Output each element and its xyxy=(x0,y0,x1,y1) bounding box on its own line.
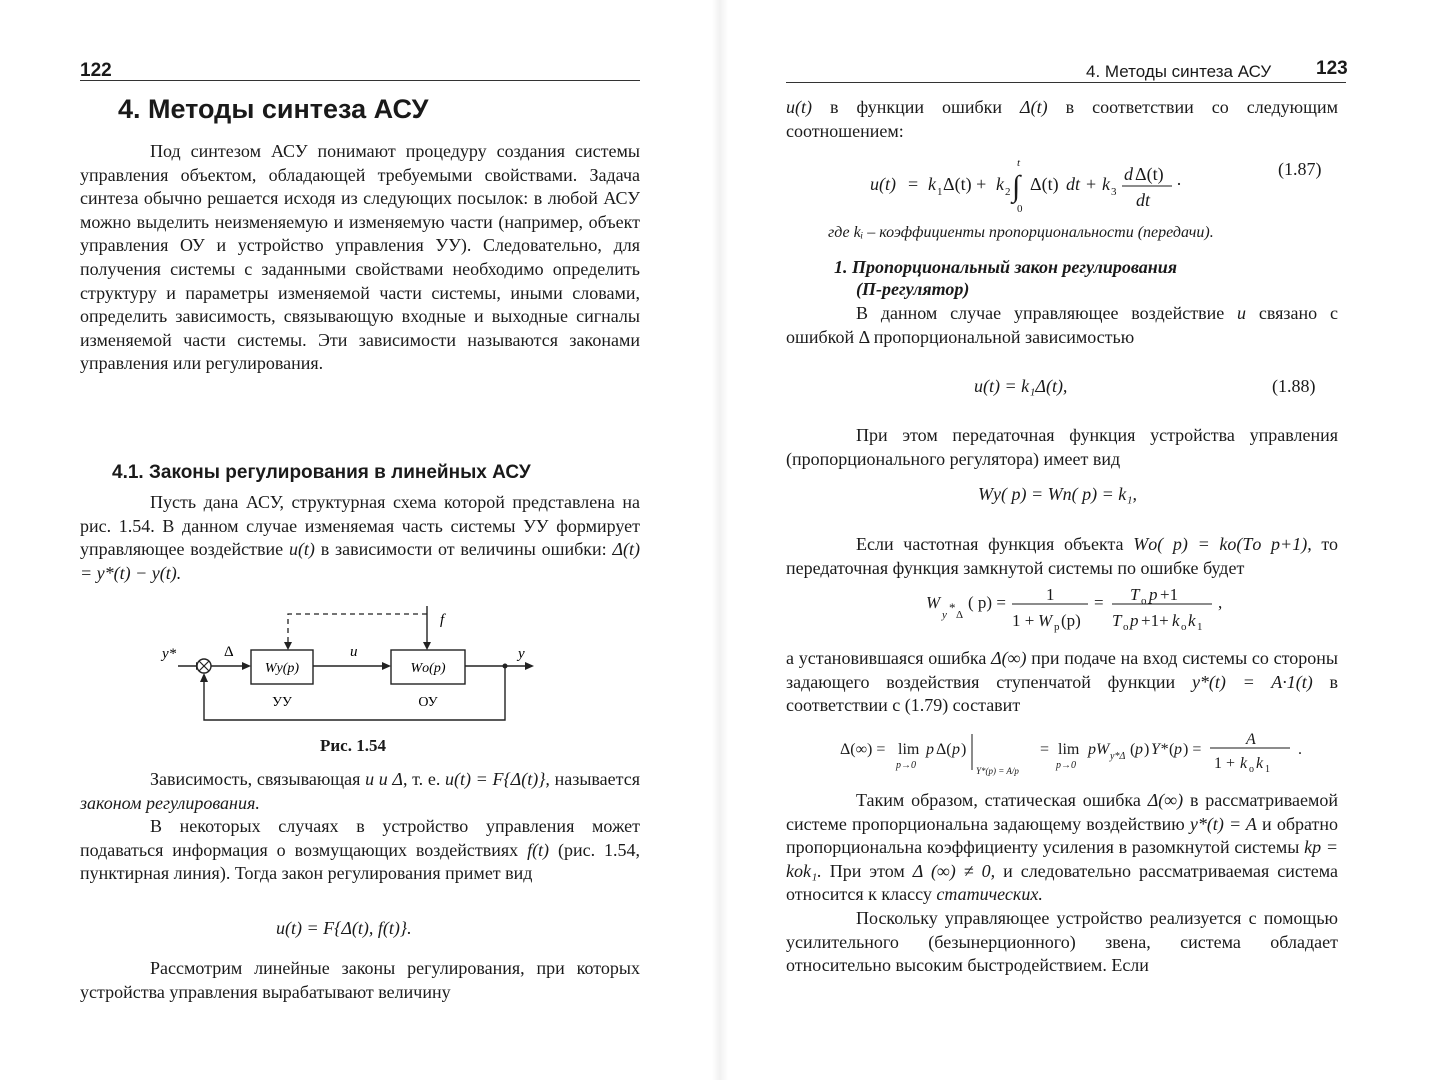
error-formula: Δ(t) = y*(t) − y(t). xyxy=(80,539,641,583)
continuation-paragraph: u(t) в функции ошибки Δ(t) в соответствии со следующим соотношением: xyxy=(786,97,1338,141)
svg-text:Δ(: Δ( xyxy=(936,741,952,758)
svg-text:Δ(t): Δ(t) xyxy=(1135,164,1164,184)
svg-text:dt: dt xyxy=(1136,190,1151,210)
svg-text:o: o xyxy=(1249,764,1254,775)
header-rule-right xyxy=(786,82,1346,83)
svg-text:р: р xyxy=(1054,621,1060,633)
item1-title-line1: 1. Пропорциональный закон регулирования xyxy=(834,257,1178,277)
diagram-label-error: Δ xyxy=(224,644,234,660)
transfer-paragraph: При этом передаточная функция устройства управления (пропорционального регулятора) имеет вид xyxy=(786,425,1338,469)
svg-text:1 +: 1 + xyxy=(1012,611,1035,630)
header-rule-left xyxy=(80,80,640,81)
svg-text:1: 1 xyxy=(1265,764,1270,775)
svg-text:y: y xyxy=(942,609,947,621)
diagram-label-input: y* xyxy=(162,646,177,662)
svg-text:k: k xyxy=(1256,755,1264,772)
svg-text:Δ(t) +: Δ(t) + xyxy=(943,174,987,194)
svg-text:p: p xyxy=(1130,611,1139,630)
svg-text:Δ(∞) =: Δ(∞) = xyxy=(840,741,886,758)
dependency-paragraph: Зависимость, связывающая u и Δ, т. е. u(t) = F{Δ(t)}, называется законом регулирования. xyxy=(80,769,641,813)
disturbance-paragraph: В некоторых случаях в устройство управления может подаваться информация о возмущающих воздействиях f(t) (рис. 1.54, пунктирная линия). Тогда закон регулирования примет вид xyxy=(80,816,641,884)
diagram-label-control: u xyxy=(350,644,358,660)
svg-text:Δ: Δ xyxy=(956,609,964,621)
static-error-paragraph: Таким образом, статическая ошибка Δ(∞) в рассматриваемой системе пропорциональна задающему воздействию y*(t) = A и обратно пропорциональна коэффициенту усиления в разомкнутой системы kр = kоk₁. При этом Δ (∞) ≠ 0, и следовательно рассматриваемая система относится к классу статических. xyxy=(786,790,1339,905)
svg-text:y*Δ: y*Δ xyxy=(1110,751,1126,762)
svg-text:T: T xyxy=(1130,585,1140,604)
svg-text:1 +: 1 + xyxy=(1214,755,1236,772)
svg-text:t: t xyxy=(1017,157,1021,169)
svg-text:1: 1 xyxy=(1046,585,1055,604)
item1-paragraph: В данном случае управляющее воздействие u связано с ошибкой Δ пропорциональной зависимостью xyxy=(786,303,1338,347)
eq-number-1-88: (1.88) xyxy=(1272,376,1316,396)
right-page xyxy=(720,0,1440,1080)
page-number-right: 123 xyxy=(1316,58,1348,79)
svg-text:.: . xyxy=(1298,741,1302,758)
frequency-paragraph: Если частотная функция объекта Wо( p) = kо(Tо p+1), то передаточная функция замкнутой системы по ошибке будет xyxy=(786,534,1339,578)
chapter-title: 4. Методы синтеза АСУ xyxy=(118,94,429,124)
svg-text:k: k xyxy=(1240,755,1248,772)
svg-text:,: , xyxy=(1218,593,1223,612)
svg-text:) =: ) = xyxy=(1183,741,1202,758)
svg-text:(p): (p) xyxy=(1061,611,1081,630)
section-paragraph: Пусть дана АСУ, структурная схема которой представлена на рис. 1.54. В данном случае изменяемая часть системы УУ формирует управляющее воздействие u(t) в зависимости от величины ошибки: Δ(t) = y*(t) − y(t). xyxy=(80,492,641,583)
svg-text:k: k xyxy=(1172,611,1180,630)
linear-laws-paragraph: Рассмотрим линейные законы регулирования, при которых устройства управления вырабатывают величину xyxy=(80,958,640,1002)
svg-text:T: T xyxy=(1112,611,1122,630)
svg-text:k: k xyxy=(1188,611,1196,630)
limit-equation xyxy=(836,730,1316,786)
item1-title-line2: (П-регулятор) xyxy=(856,279,970,299)
eq-1-88-formula: u(t) = k₁Δ(t), xyxy=(974,376,1068,396)
svg-text:pW: pW xyxy=(1088,741,1110,758)
svg-text:(: ( xyxy=(1130,741,1136,758)
eq-number-1-87: (1.87) xyxy=(1278,159,1322,179)
intro-paragraph: Под синтезом АСУ понимают процедуру создания системы управления объектом, обладающей требуемыми свойствами. Задача синтеза обычно решается исходя из следующих посылок: в любой АСУ можно выделить неизменяемую и изменяемую части (например, объект управления ОУ и устройство управления УУ). Следовательно, для получения системы с заданными свойствами необходимо определить структуру и параметры изменяемой части системы, иными словами, определить зависимость, связывающую входные и выходные сигналы изменяемой части системы. Эти зависимости называются законами управления или регулирования. xyxy=(80,141,640,374)
svg-text:W: W xyxy=(926,593,941,612)
svg-text:lim: lim xyxy=(1058,741,1080,758)
svg-text:Δ(t): Δ(t) xyxy=(1030,174,1059,194)
svg-text:=: = xyxy=(908,174,919,194)
transfer-formula: Wу( p) = Wп( p) = k₁, xyxy=(978,484,1137,504)
svg-text:∫: ∫ xyxy=(1012,170,1021,203)
svg-text:p: p xyxy=(1149,585,1158,604)
running-header: 4. Методы синтеза АСУ xyxy=(1086,62,1272,81)
svg-text:о: о xyxy=(1181,621,1187,633)
plant-block-label: Wо(p) xyxy=(410,661,446,676)
svg-text:( p) =: ( p) = xyxy=(968,593,1006,612)
svg-text:dt: dt xyxy=(1066,174,1081,194)
svg-text:=: = xyxy=(1040,741,1050,758)
svg-text:p→0: p→0 xyxy=(896,760,916,771)
svg-text:lim: lim xyxy=(898,741,920,758)
svg-text:W: W xyxy=(1038,611,1053,630)
block-diagram-figure xyxy=(150,600,590,730)
svg-text:k: k xyxy=(1102,174,1110,194)
diagram-label-output: y xyxy=(518,646,525,662)
svg-text:+: + xyxy=(1086,174,1097,194)
svg-text:): ) xyxy=(961,741,967,758)
svg-text:): ) xyxy=(1144,741,1150,758)
svg-text:+1: +1 xyxy=(1160,585,1179,604)
svg-text:·: · xyxy=(1176,174,1182,194)
svg-text:+1+: +1+ xyxy=(1141,611,1169,630)
section-title: 4.1. Законы регулирования в линейных АСУ xyxy=(112,462,531,483)
svg-text:3: 3 xyxy=(1111,186,1117,198)
svg-text:1: 1 xyxy=(1197,621,1203,633)
svg-text:o: o xyxy=(1123,621,1129,633)
pid-equation xyxy=(870,152,1210,222)
svg-text:0: 0 xyxy=(1017,203,1023,215)
steady-error-paragraph: а установившаяся ошибка Δ(∞) при подаче на вход системы со стороны задающего воздействия ступенчатой функции y*(t) = A·1(t) в соответствии с (1.79) составит xyxy=(786,648,1339,716)
controller-block-name: УУ xyxy=(272,695,292,710)
eq-1-87-note: где kᵢ – коэффициенты пропорциональности (передачи). xyxy=(828,224,1214,241)
svg-text:k: k xyxy=(928,174,936,194)
svg-text:p: p xyxy=(1135,741,1143,758)
svg-text:d: d xyxy=(1124,164,1133,184)
fast-response-paragraph: Поскольку управляющее устройство реализуется с помощью усилительного (безынерционного) звена, система обладает относительно высоким быстродействием. Если xyxy=(786,907,1338,976)
svg-text:=: = xyxy=(1094,593,1104,612)
svg-text:p: p xyxy=(926,741,934,758)
control-law-formula: u(t) = F{Δ(t), f(t)}. xyxy=(276,918,412,938)
svg-text:*: * xyxy=(949,600,956,615)
disturbance-dashed-line xyxy=(288,614,427,642)
svg-text:p: p xyxy=(952,741,960,758)
svg-text:u(t): u(t) xyxy=(870,174,896,194)
controller-block-label: Wу(p) xyxy=(264,661,300,676)
svg-text:p→0: p→0 xyxy=(1056,760,1076,771)
error-transfer-equation xyxy=(920,578,1240,638)
diagram-label-disturbance: f xyxy=(440,612,445,628)
figure-caption: Рис. 1.54 xyxy=(320,736,386,755)
svg-text:(: ( xyxy=(1169,741,1175,758)
svg-text:1: 1 xyxy=(937,186,943,198)
svg-text:2: 2 xyxy=(1005,186,1011,198)
plant-block-name: ОУ xyxy=(418,695,438,710)
svg-text:p: p xyxy=(1174,741,1182,758)
svg-text:o: o xyxy=(1141,595,1147,607)
svg-text:A: A xyxy=(1246,731,1256,748)
page-number-left: 122 xyxy=(80,60,112,81)
svg-text:Y*: Y* xyxy=(1151,741,1168,758)
svg-text:Y*(p) = A/p: Y*(p) = A/p xyxy=(976,766,1019,776)
svg-text:k: k xyxy=(996,174,1004,194)
